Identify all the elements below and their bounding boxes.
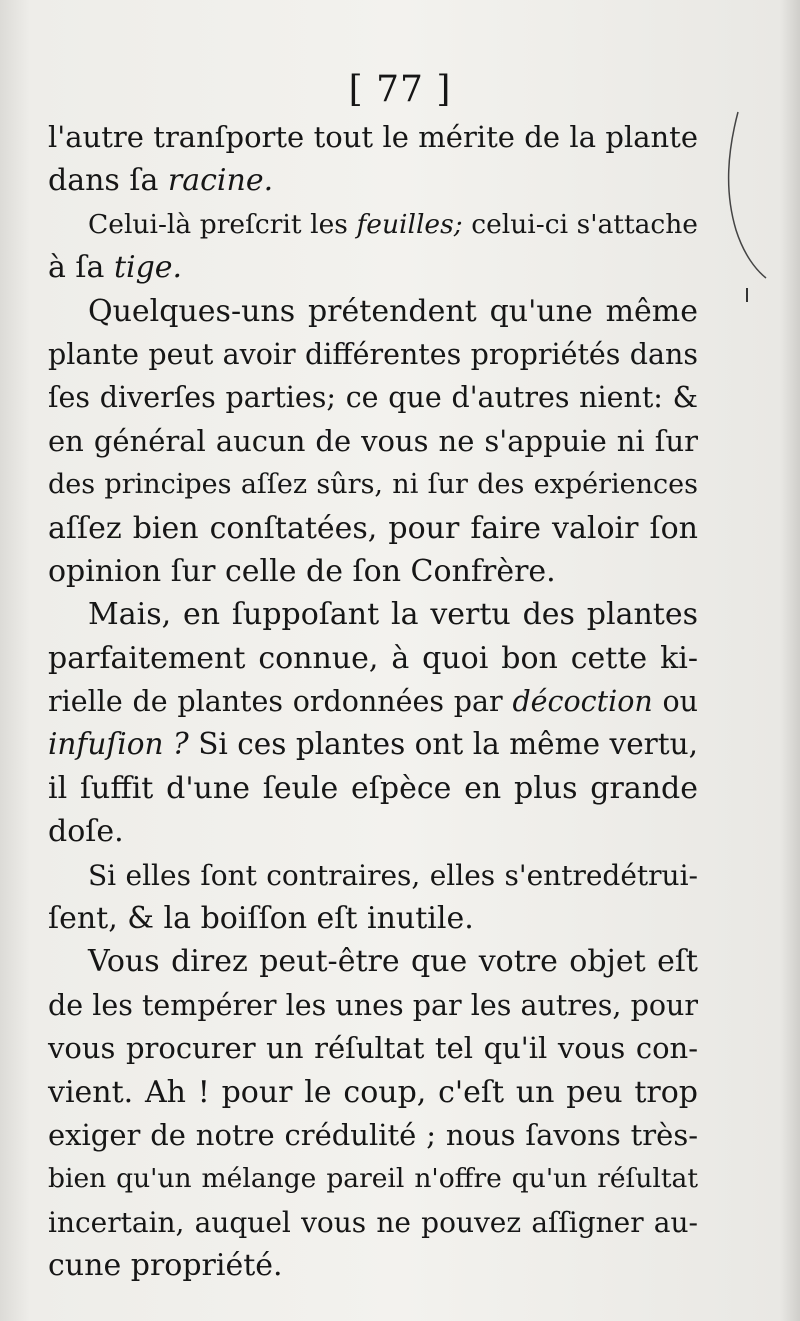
text-run: il ſuffit d'une ſeule eſpèce en plus grande <box>48 770 698 806</box>
text-run: aſſez bien conſtatées, pour faire valoir ſon <box>48 510 698 546</box>
text-run: Si elles ſont contraires, elles s'entredétrui- <box>88 858 698 892</box>
text-line <box>48 854 698 897</box>
text-run: vous procurer un réſultat tel qu'il vous con- <box>48 1031 698 1066</box>
text-line <box>48 1027 698 1070</box>
page-number: [ 77 ] <box>348 69 452 110</box>
italic-text-run: tige. <box>113 250 183 286</box>
text-run: exiger de notre crédulité ; nous ſavons très- <box>48 1117 698 1152</box>
text-line <box>48 593 698 636</box>
text-line <box>48 290 698 333</box>
text-line <box>48 116 698 159</box>
text-line <box>48 723 698 766</box>
text-run: Vous direz peut-être que votre objet eſt <box>88 944 698 980</box>
text-run: parfaitement connue, à quoi bon cette ki- <box>48 640 698 676</box>
text-run: ou <box>652 685 699 719</box>
text-run: doſe. <box>48 814 124 850</box>
text-run: Mais, en ſuppoſant la vertu des plantes <box>88 597 698 633</box>
text-run: vient. Ah ! pour le coup, c'eſt un peu trop <box>48 1074 698 1110</box>
text-run: dans ſa <box>48 163 168 199</box>
italic-text-run: infuſion ? <box>48 727 189 762</box>
italic-text-run: racine. <box>167 163 274 199</box>
text-line <box>48 897 698 940</box>
text-line <box>48 246 698 289</box>
text-run: l'autre tranſporte tout le mérite de la plante <box>48 120 698 154</box>
text-line <box>48 203 698 246</box>
text-run: celui-ci s'attache <box>462 208 698 240</box>
text-run: de les tempérer les unes par les autres, pour <box>48 988 698 1022</box>
page-edge-mark <box>718 110 778 280</box>
text-run: opinion ſur celle de ſon Confrère. <box>48 553 556 589</box>
text-run: Si ces plantes ont la même vertu, <box>188 727 698 762</box>
text-run: ſent, & la boiſſon eſt inutile. <box>48 901 474 937</box>
text-line <box>48 1114 698 1157</box>
text-line <box>48 1071 698 1114</box>
page-body-text <box>48 116 698 1288</box>
text-line <box>48 376 698 419</box>
text-line <box>48 420 698 463</box>
text-line <box>48 1157 698 1200</box>
text-line <box>48 767 698 810</box>
text-run: rielle de plantes ordonnées par <box>48 685 513 719</box>
text-run: cune propriété. <box>48 1248 283 1284</box>
text-line <box>48 463 698 506</box>
text-run: à ſa <box>48 250 114 286</box>
text-line <box>48 680 698 723</box>
italic-text-run: feuilles; <box>356 208 463 240</box>
text-line <box>48 637 698 680</box>
text-run: Quelques-uns prétendent qu'une même <box>88 293 698 329</box>
text-run: incertain, auquel vous ne pouvez aſſigner au- <box>48 1205 698 1239</box>
text-run: bien qu'un mélange pareil n'offre qu'un réſultat <box>48 1163 698 1195</box>
text-line <box>48 507 698 550</box>
page-edge-tick <box>746 288 748 302</box>
text-run: en général aucun de vous ne s'appuie ni ſur <box>48 423 698 458</box>
text-line <box>48 333 698 376</box>
italic-text-run: décoction <box>512 685 653 719</box>
text-line <box>48 984 698 1027</box>
text-run: plante peut avoir différentes propriétés dans <box>48 337 698 371</box>
text-line <box>48 159 698 202</box>
text-line <box>48 1244 698 1287</box>
text-run: ſes diverſes parties; ce que d'autres nient: & <box>48 381 698 415</box>
text-line <box>48 940 698 983</box>
text-run: Celui-là preſcrit les <box>88 208 357 240</box>
text-line <box>48 810 698 853</box>
text-run: des principes aſſez sûrs, ni ſur des expériences <box>48 469 698 501</box>
text-line <box>48 1201 698 1244</box>
text-line <box>48 550 698 593</box>
